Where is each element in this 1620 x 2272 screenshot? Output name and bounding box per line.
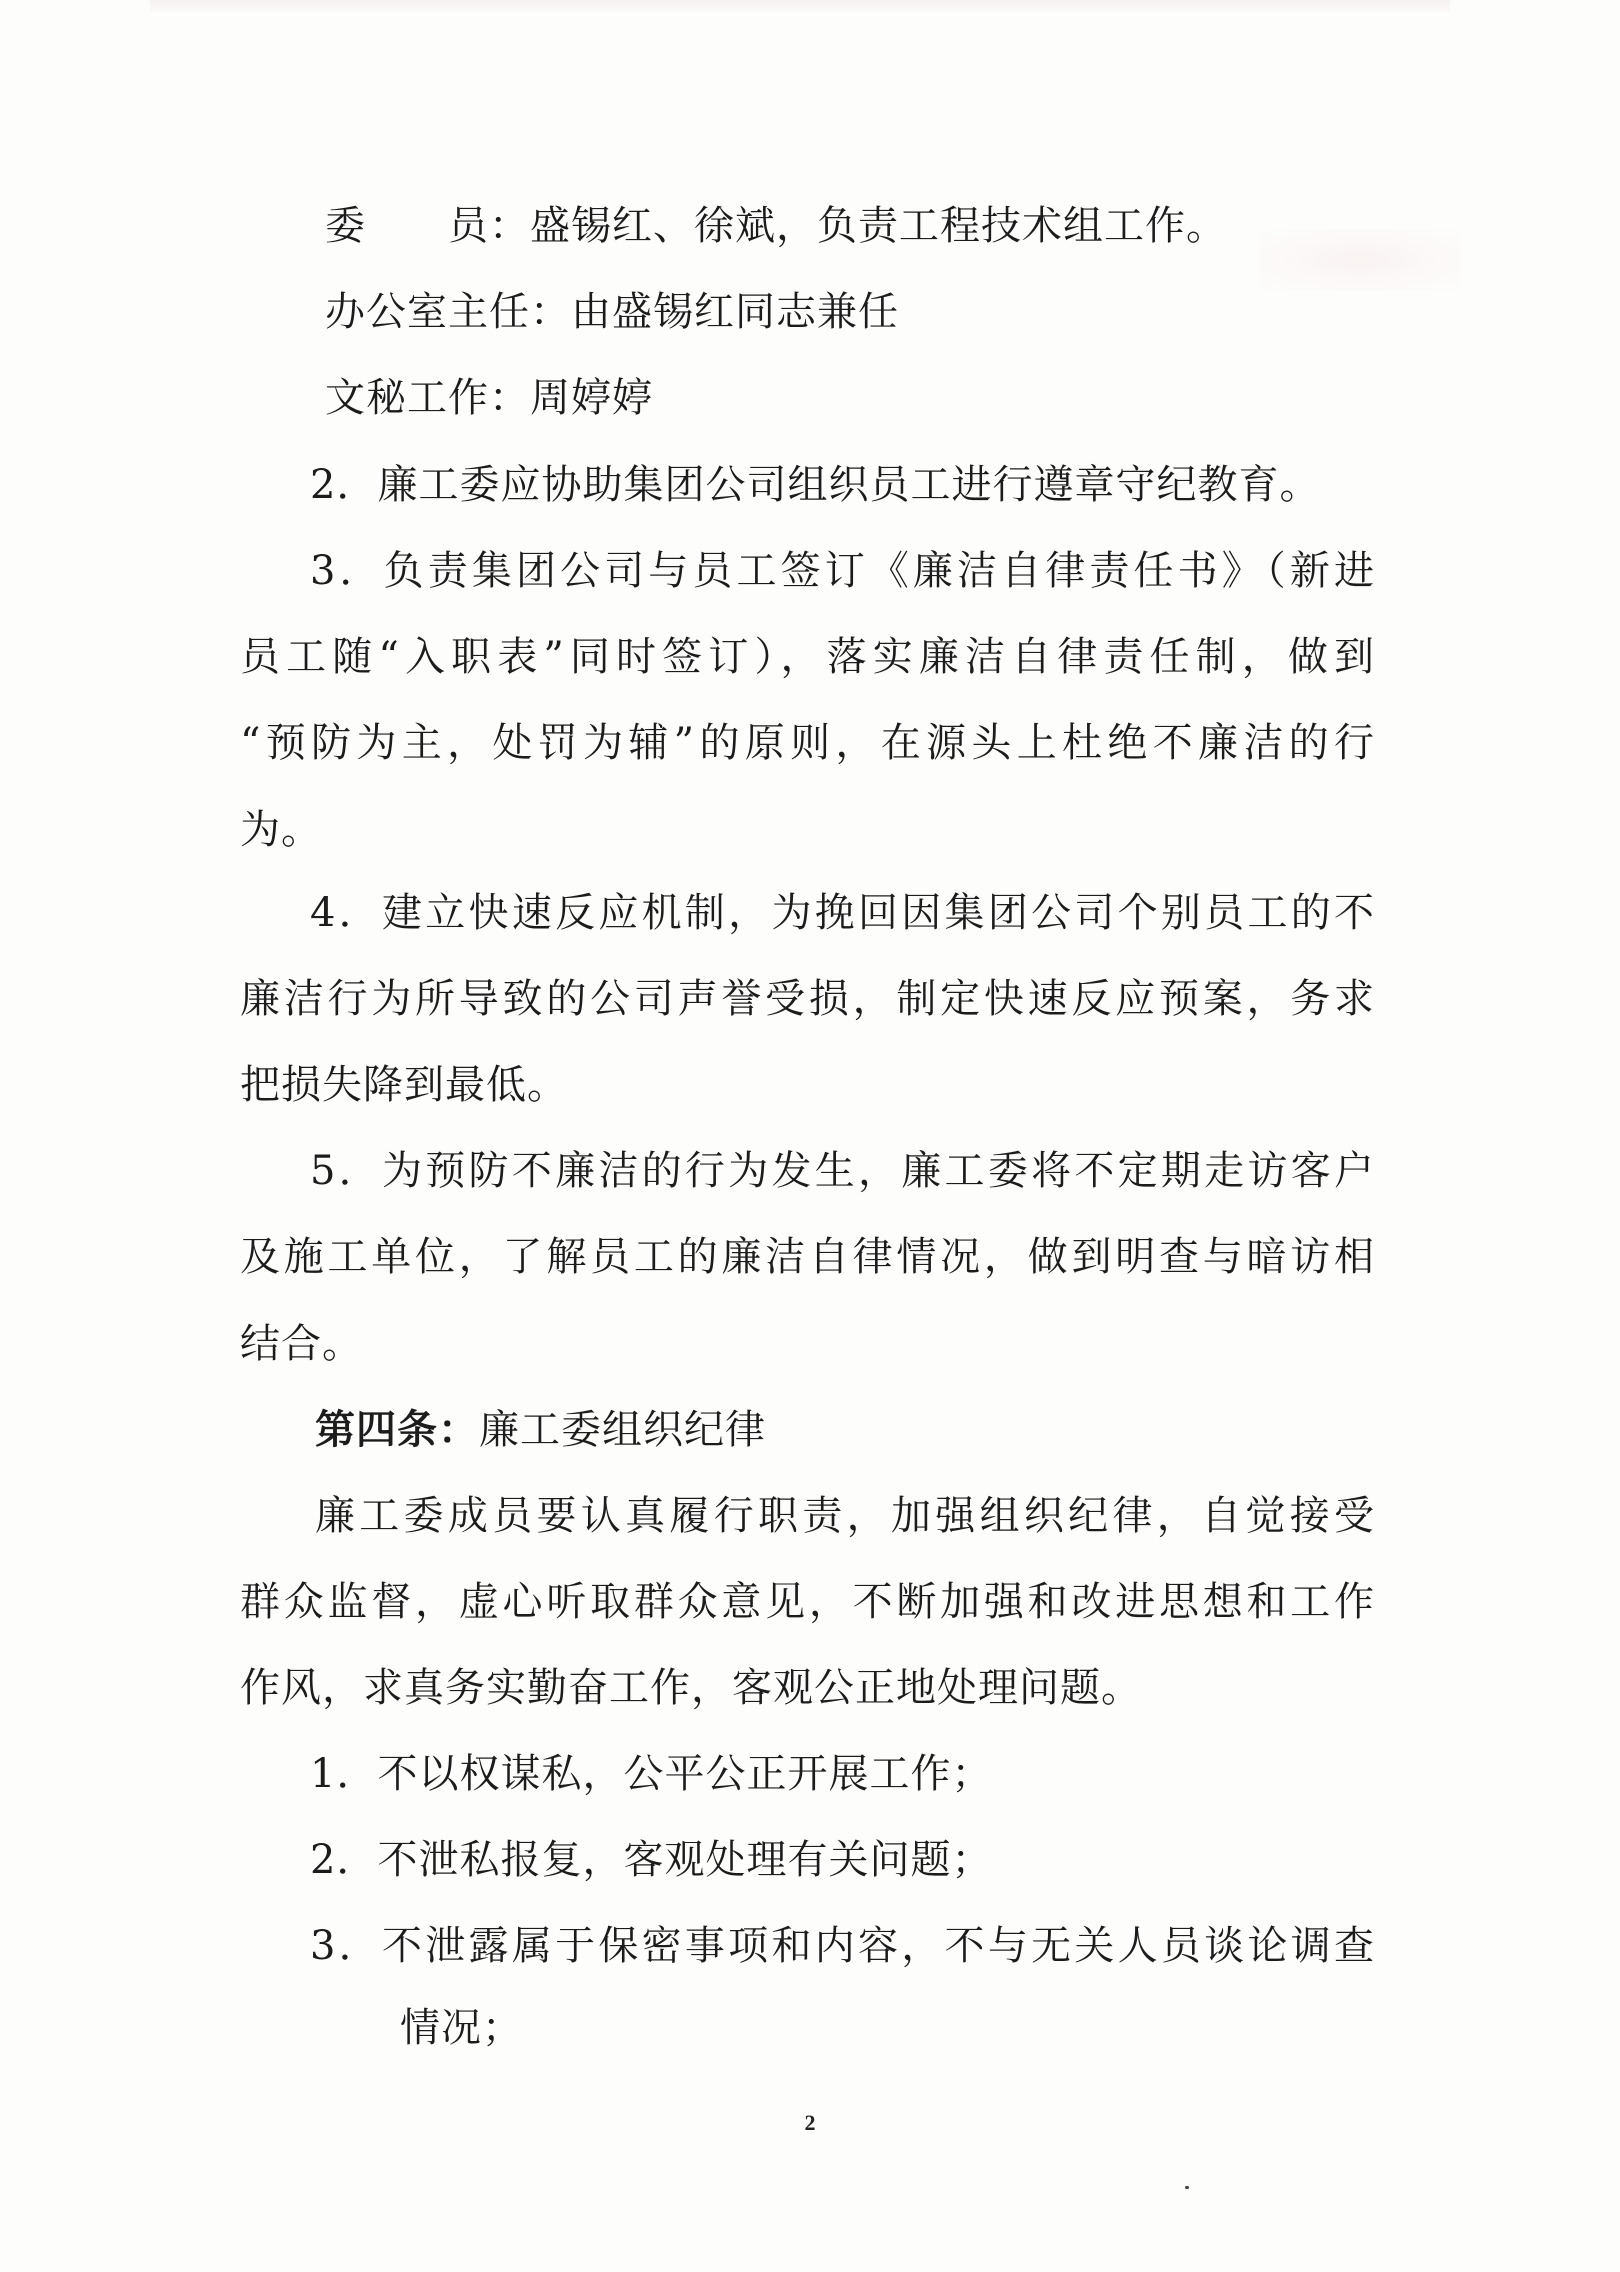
item-5-line-1: 5．为预防不廉洁的行为发生，廉工委将不定期走访客户: [310, 1148, 1375, 1194]
discipline-para-line-2: 群众监督，虚心听取群众意见，不断加强和改进思想和工作: [240, 1579, 1375, 1625]
item-2-text: 2．廉工委应协助集团公司组织员工进行遵章守纪教育。: [310, 462, 1321, 508]
scan-speck: [1185, 2186, 1189, 2189]
discipline-para-line-3: 作风，求真务实勤奋工作，客观公正地处理问题。: [240, 1665, 1142, 1711]
page-number: 2: [804, 2110, 816, 2135]
item-3-line-1: 3．负责集团公司与员工签订《廉洁自律责任书》（新进: [310, 548, 1375, 594]
article-4-heading: [315, 1402, 766, 1458]
faint-stamp-bleed: [1260, 230, 1460, 290]
rule-1-text: 1．不以权谋私，公平公正开展工作；: [310, 1751, 993, 1797]
discipline-para-line-1: 廉工委成员要认真履行职责，加强组织纪律，自觉接受: [315, 1493, 1375, 1539]
item-4-line-2: 廉洁行为所导致的公司声誉受损，制定快速反应预案，务求: [240, 976, 1375, 1022]
item-3-line-4: 为。: [240, 807, 322, 853]
rule-3-line-1: 3．不泄露属于保密事项和内容，不与无关人员谈论调查: [310, 1923, 1375, 1969]
rule-2-text: 2．不泄私报复，客观处理有关问题；: [310, 1837, 993, 1883]
item-5-line-2: 及施工单位，了解员工的廉洁自律情况，做到明查与暗访相: [240, 1234, 1375, 1280]
item-4-line-3: 把损失降到最低。: [240, 1062, 568, 1108]
secretary-line: 文秘工作：周婷婷: [325, 375, 653, 421]
scan-edge-shadow: [150, 0, 1450, 14]
item-5-line-3: 结合。: [240, 1321, 363, 1367]
rule-3-line-2: 情况；: [400, 2005, 523, 2051]
committee-members-line: 委 员：盛锡红、徐斌，负责工程技术组工作。: [325, 203, 1227, 249]
article-4-title: 廉工委组织纪律: [479, 1407, 766, 1453]
item-4-line-1: 4．建立快速反应机制，为挽回因集团公司个别员工的不: [310, 890, 1375, 936]
item-3-line-3: “预防为主，处罚为辅”的原则，在源头上杜绝不廉洁的行: [240, 720, 1375, 766]
item-3-line-2: 员工随“入职表”同时签订），落实廉洁自律责任制，做到: [240, 634, 1375, 680]
office-director-line: 办公室主任：由盛锡红同志兼任: [325, 289, 899, 335]
article-4-label: 第四条：: [315, 1406, 479, 1453]
